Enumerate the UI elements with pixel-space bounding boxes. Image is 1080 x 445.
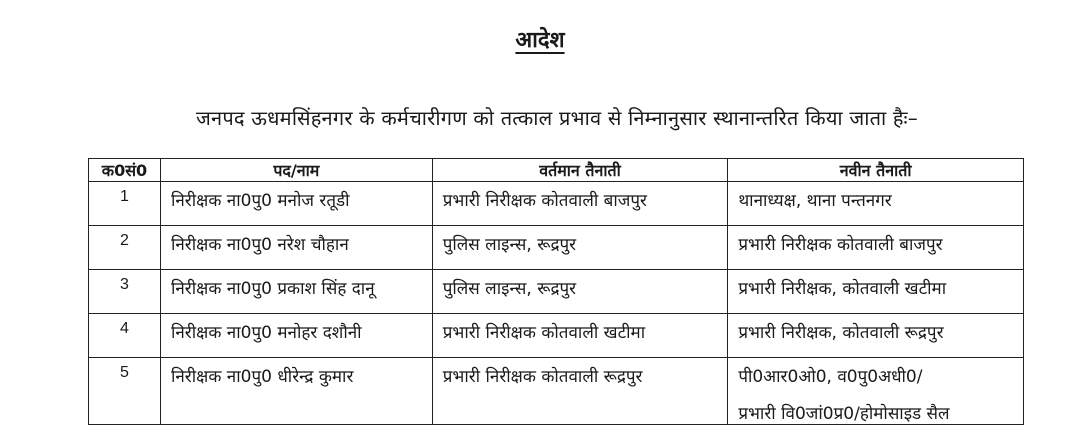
new-posting-cell: थानाध्यक्ष, थाना पन्तनगर [728, 182, 1024, 226]
table-header-row [89, 159, 1024, 182]
serial-cell: 3 [89, 270, 161, 314]
table-row [89, 314, 1024, 358]
serial-cell: 2 [89, 226, 161, 270]
table-row [89, 358, 1024, 425]
name-cell: निरीक्षक ना0पु0 नरेश चौहान [160, 226, 432, 270]
document-title-text: आदेश [515, 28, 565, 53]
current-posting-cell: पुलिस लाइन्स, रूद्रपुर [432, 270, 728, 314]
transfer-table [88, 158, 1024, 425]
header-new-posting: नवीन तैनाती [728, 159, 1024, 182]
current-posting-cell: प्रभारी निरीक्षक कोतवाली बाजपुर [432, 182, 728, 226]
new-posting-cell [728, 358, 1024, 425]
header-serial: क0सं0 [89, 159, 161, 182]
serial-cell: 1 [89, 182, 161, 226]
table-row [89, 182, 1024, 226]
name-cell: निरीक्षक ना0पु0 प्रकाश सिंह दानू [160, 270, 432, 314]
name-cell: निरीक्षक ना0पु0 मनोज रतूडी [160, 182, 432, 226]
new-posting-cell: प्रभारी निरीक्षक, कोतवाली रूद्रपुर [728, 314, 1024, 358]
name-cell: निरीक्षक ना0पु0 धीरेन्द्र कुमार [160, 358, 432, 425]
intro-paragraph: जनपद ऊधमसिंहनगर के कर्मचारीगण को तत्काल प्रभाव से निम्नानुसार स्थानान्तरित किया जाता हैः– [196, 106, 918, 130]
table-row [89, 270, 1024, 314]
header-post-name: पद/नाम [160, 159, 432, 182]
new-posting-line-2: प्रभारी वि0जां0प्र0/होमोसाइड सैल [738, 404, 950, 424]
table-row [89, 226, 1024, 270]
serial-cell: 4 [89, 314, 161, 358]
serial-cell: 5 [89, 358, 161, 425]
new-posting-line-1: पी0आर0ओ0, व0पु0अधी0/ [738, 367, 923, 387]
current-posting-cell: प्रभारी निरीक्षक कोतवाली रूद्रपुर [432, 358, 728, 425]
name-cell: निरीक्षक ना0पु0 मनोहर दशौनी [160, 314, 432, 358]
new-posting-cell: प्रभारी निरीक्षक कोतवाली बाजपुर [728, 226, 1024, 270]
header-current-posting: वर्तमान तैनाती [432, 159, 728, 182]
new-posting-cell: प्रभारी निरीक्षक, कोतवाली खटीमा [728, 270, 1024, 314]
document-title [0, 24, 1080, 54]
current-posting-cell: प्रभारी निरीक्षक कोतवाली खटीमा [432, 314, 728, 358]
current-posting-cell: पुलिस लाइन्स, रूद्रपुर [432, 226, 728, 270]
